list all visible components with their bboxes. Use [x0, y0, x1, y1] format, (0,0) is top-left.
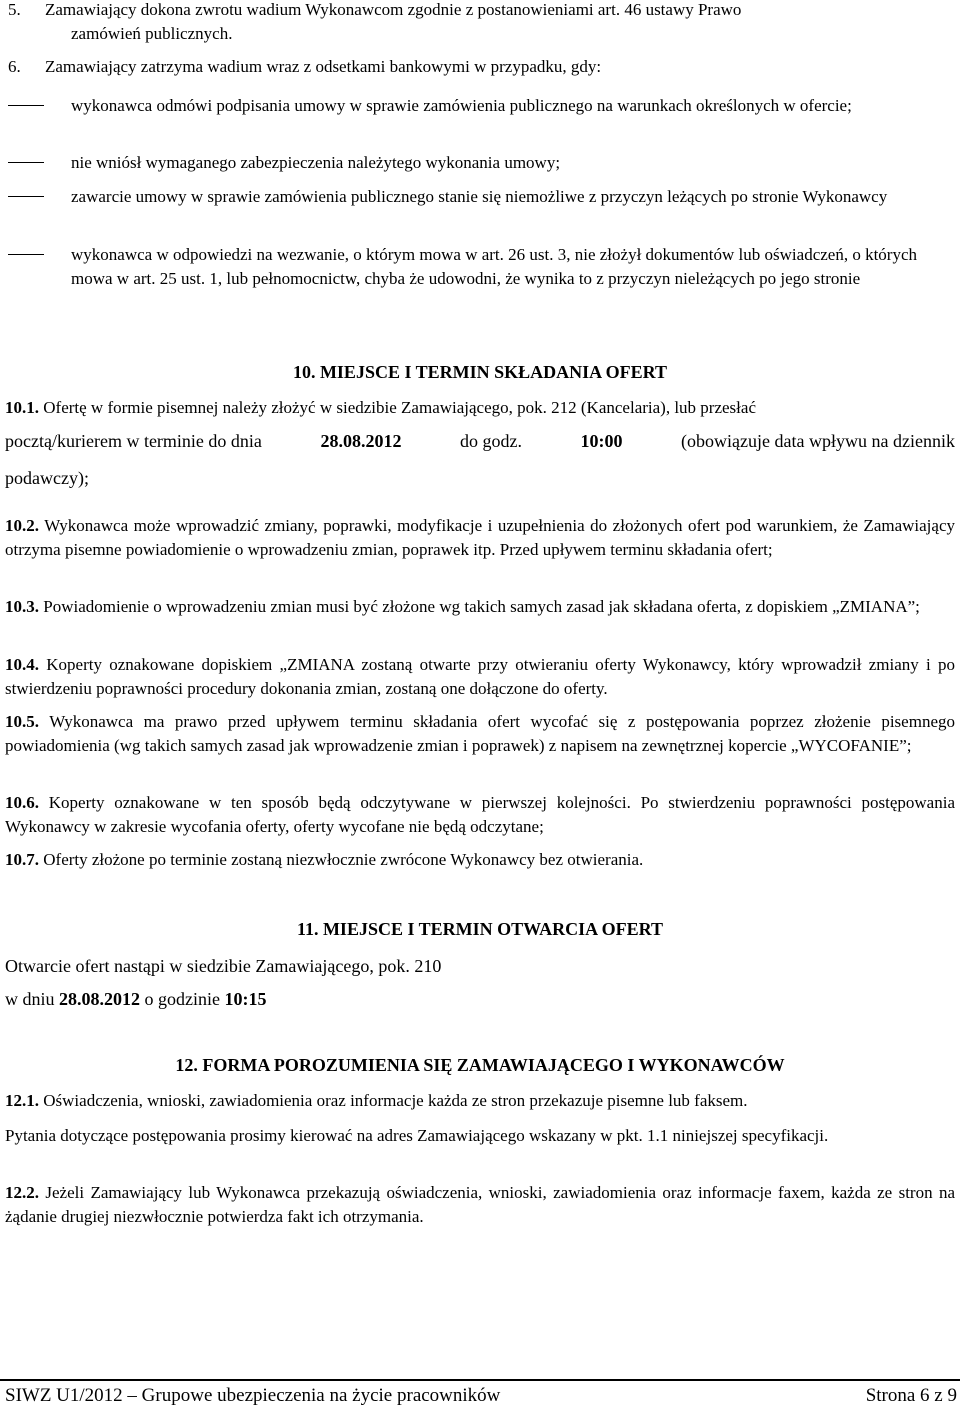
paragraph-10-5 — [5, 710, 955, 758]
dash-bullet — [8, 162, 44, 163]
paragraph-number: 10.6. — [5, 793, 39, 812]
paragraph-number: 12.2. — [5, 1183, 39, 1202]
paragraph-12-1 — [5, 1089, 955, 1113]
paragraph-text: (obowiązuje data wpływu na dziennik — [681, 431, 955, 451]
footer-rule — [0, 1379, 960, 1381]
dash-item-text: wykonawca w odpowiedzi na wezwanie, o którym mowa w art. 26 ust. 3, nie złożył dokumentów lub oświadczeń, o których mowa w art. 25 ust. 1, lub pełnomocnictw, chyba że udowodni, że wynika to z przyczyn nieleżących po jego stronie — [71, 245, 918, 288]
opening-place: Otwarcie ofert nastąpi w siedzibie Zamawiającego, pok. 210 — [5, 956, 442, 976]
paragraph-number: 10.4. — [5, 655, 39, 674]
opening-datetime — [5, 987, 266, 1011]
paragraph-10-1-line2 — [5, 429, 955, 453]
section-heading-12: 12. FORMA POROZUMIENIA SIĘ ZAMAWIAJĄCEGO I WYKONAWCÓW — [175, 1055, 785, 1075]
deadline-time: 10:00 — [580, 431, 623, 451]
paragraph-10-4 — [5, 653, 955, 701]
paragraph-12-1b: Pytania dotyczące postępowania prosimy kierować na adres Zamawiającego wskazany w pkt. 1.1 niniejszej specyfikacji. — [5, 1126, 829, 1145]
list-item-number: 5. — [8, 0, 21, 19]
paragraph-10-6 — [5, 791, 955, 839]
dash-bullet — [8, 254, 44, 255]
paragraph-number: 10.5. — [5, 712, 39, 731]
section-heading-10: 10. MIEJSCE I TERMIN SKŁADANIA OFERT — [292, 362, 668, 382]
page-number: Strona 6 z 9 — [865, 1385, 957, 1406]
paragraph-text: Koperty oznakowane w ten sposób będą odczytywane w pierwszej kolejności. Po stwierdzeniu poprawności postępowania Wykonawcy w zakresie wycofania oferty, oferty wycofane nie będą odczytane; — [5, 793, 955, 836]
dash-bullet — [8, 196, 44, 197]
paragraph-12-2 — [5, 1181, 955, 1229]
paragraph-10-1-line3: podawczy); — [5, 468, 89, 488]
paragraph-10-3 — [5, 595, 955, 619]
list-item-text: Zamawiający dokona zwrotu wadium Wykonawcom zgodnie z postanowieniami art. 46 ustawy Prawo — [45, 0, 742, 19]
paragraph-text: Wykonawca ma prawo przed upływem terminu składania ofert wycofać się z postępowania poprzez złożenie pisemnego powiadomienia (wg takich samych zasad jak wprowadzenie zmian i poprawek) z napisem na zewnętrznej kopercie „WYCOFANIE”; — [5, 712, 955, 755]
list-item-5 — [0, 0, 955, 22]
paragraph-number: 10.7. — [5, 850, 39, 869]
list-item-6 — [0, 55, 955, 79]
paragraph-text: Koperty oznakowane dopiskiem „ZMIANA zostaną otwarte przy otwieraniu oferty Wykonawcy, który wprowadził zmiany i po stwierdzeniu poprawności procedury dokonania zmian, zostaną one dołączone do oferty. — [5, 655, 956, 698]
dash-item-text: zawarcie umowy w sprawie zamówienia publicznego stanie się niemożliwe z przyczyn leżących po stronie Wykonawcy — [71, 187, 888, 206]
dash-bullet — [8, 105, 44, 106]
list-item-number: 6. — [8, 57, 21, 76]
paragraph-number: 10.1. — [5, 398, 39, 417]
dash-item-text: wykonawca odmówi podpisania umowy w sprawie zamówienia publicznego na warunkach określonych w ofercie; — [71, 96, 852, 115]
paragraph-number: 12.1. — [5, 1091, 39, 1110]
dash-item-text: nie wniósł wymaganego zabezpieczenia należytego wykonania umowy; — [71, 153, 561, 172]
paragraph-text: Oświadczenia, wnioski, zawiadomienia oraz informacje każda ze stron przekazuje pisemne lub faksem. — [43, 1091, 748, 1110]
paragraph-text: do godz. — [459, 431, 522, 451]
paragraph-text: Oferty złożone po terminie zostaną niezwłocznie zwrócone Wykonawcy bez otwierania. — [43, 850, 644, 869]
paragraph-text: Ofertę w formie pisemnej należy złożyć w siedzibie Zamawiającego, pok. 212 (Kancelaria), lub przesłać — [43, 398, 756, 417]
paragraph-text: Jeżeli Zamawiający lub Wykonawca przekazują oświadczenia, wnioski, zawiadomienia oraz informacje faxem, każda ze stron na żądanie drugiej niezwłocznie potwierdza fakt ich otrzymania. — [5, 1183, 955, 1226]
list-item-continuation: zamówień publicznych. — [71, 24, 233, 43]
section-heading-11: 11. MIEJSCE I TERMIN OTWARCIA OFERT — [296, 919, 664, 939]
list-item-text: Zamawiający zatrzyma wadium wraz z odsetkami bankowymi w przypadku, gdy: — [45, 57, 602, 76]
paragraph-text: Wykonawca może wprowadzić zmiany, poprawki, modyfikacje i uzupełnienia do złożonych ofert pod warunkiem, że Zamawiający otrzyma pisemne powiadomienie o wprowadzeniu zmian, poprawek itp. Przed upływem terminu składania ofert; — [5, 516, 955, 559]
paragraph-text: pocztą/kurierem w terminie do dnia — [5, 431, 262, 451]
paragraph-number: 10.3. — [5, 597, 39, 616]
paragraph-text: Powiadomienie o wprowadzeniu zmian musi być złożone wg takich samych zasad jak składana oferta, z dopiskiem „ZMIANA”; — [43, 597, 920, 616]
opening-text: w dniu — [5, 989, 55, 1009]
paragraph-10-1 — [5, 396, 955, 420]
footer-title: SIWZ U1/2012 – Grupowe ubezpieczenia na życie pracowników — [5, 1385, 501, 1406]
paragraph-10-7 — [5, 848, 955, 872]
paragraph-number: 10.2. — [5, 516, 39, 535]
opening-time: 10:15 — [224, 989, 267, 1009]
opening-text: o godzinie — [144, 989, 220, 1009]
paragraph-10-2 — [5, 514, 955, 562]
deadline-date: 28.08.2012 — [320, 431, 402, 451]
opening-date: 28.08.2012 — [59, 989, 140, 1009]
